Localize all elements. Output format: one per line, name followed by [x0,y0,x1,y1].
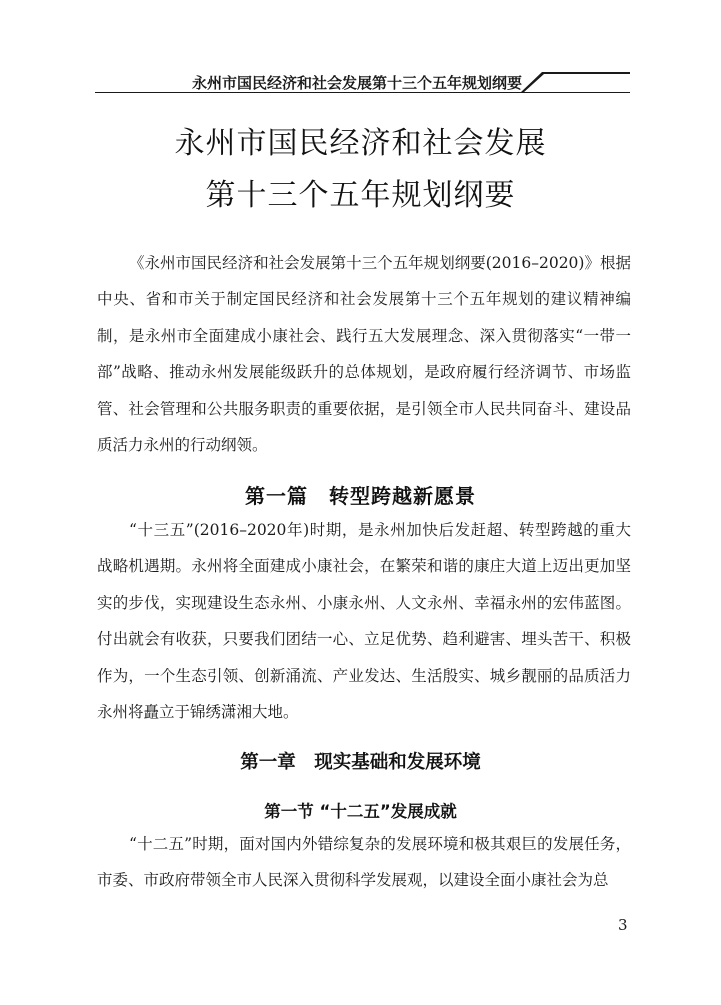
document-title-line-2: 第十三个五年规划纲要 [205,178,516,213]
page-number: 3 [618,916,628,934]
intro-paragraph-text: 《永州市国民经济和社会发展第十三个五年规划纲要(2016–2020)》根据中央、省和市关于制定国民经济和社会发展第十三个五年规划的建议精神编制，是永州市全面建成小康社会、践行五大发展理念、深入贯彻落实“一带一部”战略、推动永州发展能级跃升的总体规划，是政府履行经济调节、市场监管、社会管理和公共服务职责的重要依据，是引领全市人民共同奋斗、建设品质活力永州的行动纲领。 [97,254,631,455]
running-header [95,70,630,94]
part-paragraph [97,512,631,730]
part-paragraph-text: “十三五”(2016–2020年)时期，是永州加快后发赶超、转型跨越的重大战略机遇期。永州将全面建成小康社会，在繁荣和谐的康庄大道上迈出更加坚实的步伐，实现建设生态永州、小康永州、人文永州、幸福永州的宏伟蓝图。付出就会有收获，只要我们团结一心、立足优势、趋利避害、埋头苦干、积极作为，一个生态引领、创新涌流、产业发达、生活殷实、城乡靓丽的品质活力永州将矗立于锦绣潇湘大地。 [97,521,631,722]
header-decoration-icon [520,70,630,94]
part-heading: 第一篇 转型跨越新愿景 [245,484,476,508]
section-paragraph-text: “十二五”时期，面对国内外错综复杂的发展环境和极其艰巨的发展任务，市委、市政府带领全市人民深入贯彻科学发展观，以建设全面小康社会为总 [97,835,631,890]
document-title-line-1: 永州市国民经济和社会发展 [174,126,547,161]
running-header-title: 永州市国民经济和社会发展第十三个五年规划纲要 [191,74,522,92]
section-heading: 第一节 “十二五”发展成就 [264,802,457,821]
chapter-heading: 第一章 现实基础和发展环境 [240,752,481,773]
section-paragraph [97,826,631,899]
intro-paragraph [97,245,631,463]
